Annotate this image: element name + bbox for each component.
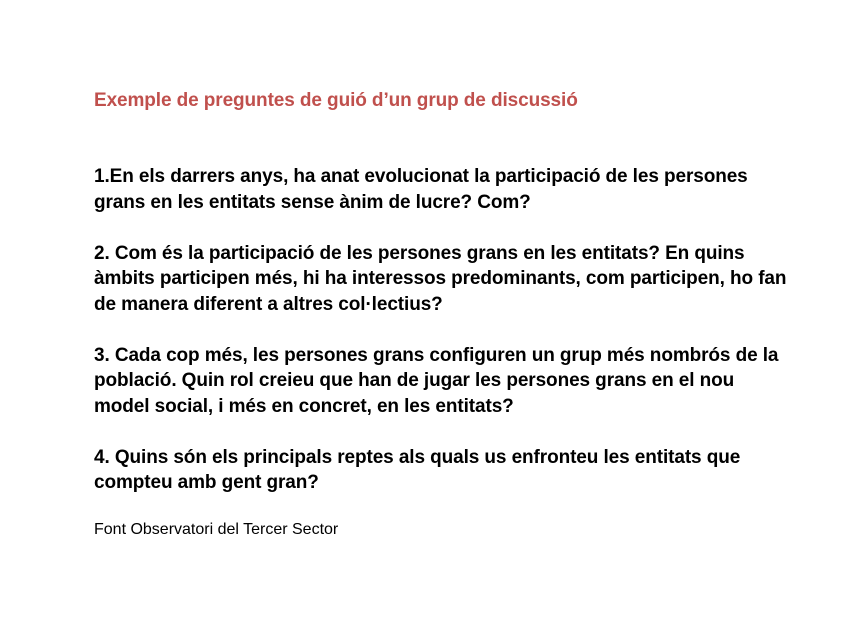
question-4: 4. Quins són els principals reptes als quals us enfronteu les entitats que compteu amb gent gran? xyxy=(94,446,741,493)
question-3: 3. Cada cop més, les persones grans configuren un grup més nombrós de la població. Quin rol creieu que han de jugar les persones grans en el nou model social, i més en concret, en les entitats? xyxy=(94,344,779,417)
source-note: Font Observatori del Tercer Sector xyxy=(94,521,339,538)
slide-title: Exemple de preguntes de guió d’un grup de discussió xyxy=(94,90,578,111)
question-2: 2. Com és la participació de les persones grans en les entitats? En quins àmbits participen més, hi ha interessos predominants, com participen, ho fan de manera diferent a altres col·lectius? xyxy=(94,242,787,315)
question-list xyxy=(94,164,794,521)
question-1: 1.En els darrers anys, ha anat evolucionat la participació de les persones grans en les entitats sense ànim de lucre? Com? xyxy=(94,166,748,213)
